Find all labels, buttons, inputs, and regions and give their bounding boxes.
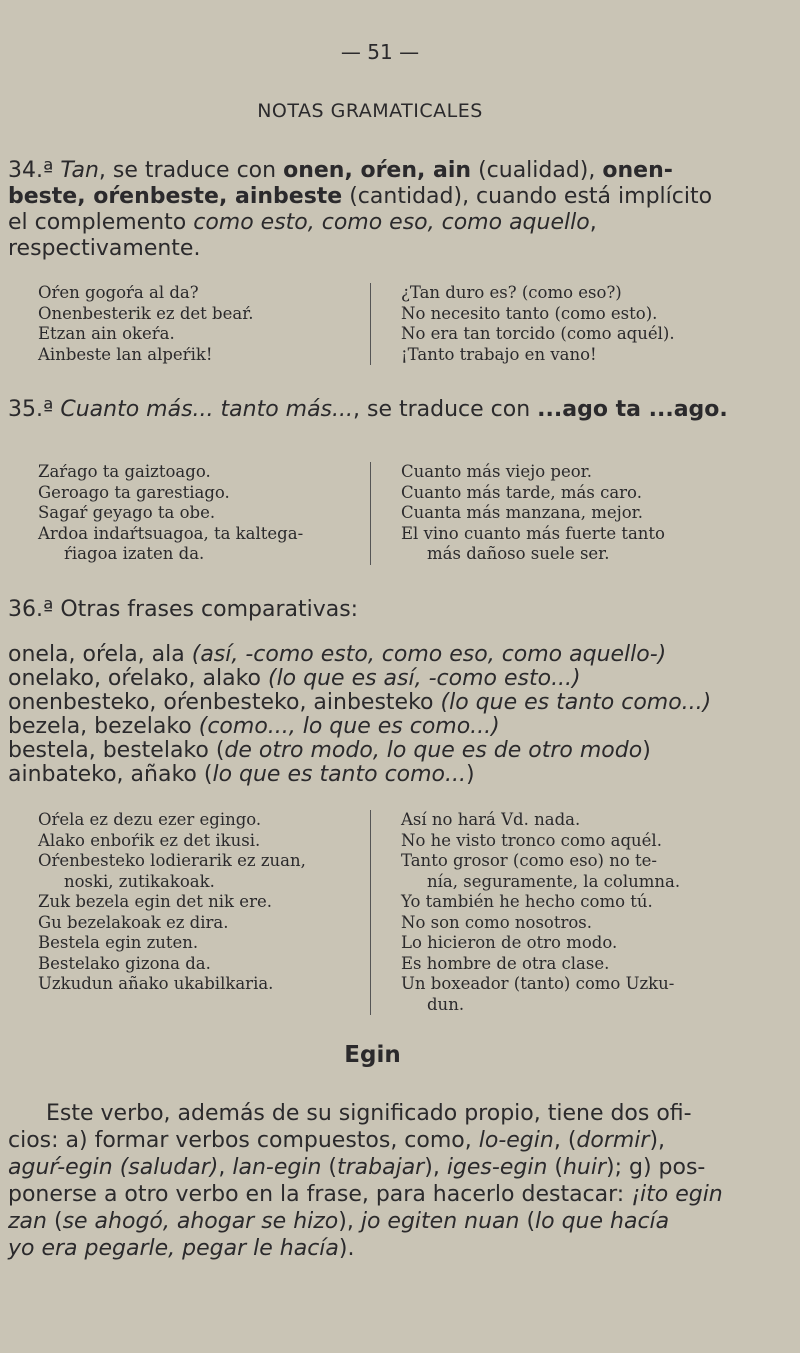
section-35-text: 35.ª Cuanto más... tanto más..., se traduce con ...ago ta ...ago. [8,397,728,422]
example-row [38,831,738,852]
spanish-translation: Cuanto más tarde, más caro. [401,482,642,502]
section-34-number: 34.ª [8,158,54,183]
example-row [38,524,738,545]
egin-paragraph-line: yo era pegarle, pegar le hacía). [8,1236,355,1261]
section-35-examples [38,462,738,565]
section-title-egin: Egin [344,1042,401,1068]
egin-paragraph-line: aguŕ-egin (saludar), lan-egin (trabajar), iges-egin (huir); g) pos- [8,1155,706,1180]
basque-example: Onenbesterik ez det beaŕ. [38,303,254,323]
example-row [38,503,738,524]
egin-paragraph-line: Este verbo, además de su significado propio, tiene dos ofi- [46,1101,692,1126]
egin-paragraph-line: zan (se ahogó, ahogar se hizo), jo egiten nuan (lo que hacía [8,1209,670,1234]
spanish-translation: dun. [427,994,465,1014]
spanish-translation: Tanto grosor (como eso) no te- [401,851,657,870]
comparative-line: bestela, bestelako (de otro modo, lo que es de otro modo) [8,738,651,763]
example-row [38,872,738,893]
running-header: NOTAS GRAMATICALES [257,100,483,122]
comparative-line: onelako, oŕelako, alako (lo que es así, -como esto...) [8,666,581,691]
example-row [38,462,738,483]
spanish-translation: Cuanto más viejo peor. [401,462,592,481]
spanish-translation: Así no hará Vd. nada. [401,810,581,829]
basque-example: ŕiagoa izaten da. [64,544,205,563]
basque-example: Ardoa indaŕtsuagoa, ta kaltega- [38,523,304,543]
example-row [38,933,738,954]
spanish-translation: Es hombre de otra clase. [401,953,610,973]
egin-paragraph-line: ponerse a otro verbo en la frase, para hacerlo destacar: ¡ito egin [8,1182,723,1207]
example-row [38,810,738,831]
example-row [38,913,738,934]
example-row [38,345,738,366]
section-36-intro: 36.ª Otras frases comparativas: [8,597,359,622]
example-row [38,974,738,995]
basque-example: Oŕela ez dezu ezer egingo. [38,810,262,829]
example-row [38,954,738,975]
section-35-number: 35.ª [8,397,54,422]
example-row [38,324,738,345]
example-row [38,851,738,872]
spanish-translation: ¡Tanto trabajo en vano! [401,344,597,364]
section-36-examples [38,810,738,1015]
spanish-translation: Yo también he hecho como tú. [401,892,653,911]
comparative-line: bezela, bezelako (como..., lo que es como...) [8,714,500,739]
basque-example: noski, zutikakoak. [64,871,215,891]
spanish-translation: No era tan torcido (como aquél). [401,324,675,343]
spanish-translation: Un boxeador (tanto) como Uzku- [401,974,675,993]
basque-example: Uzkudun añako ukabilkaria. [38,974,274,993]
basque-example: Oŕenbesteko lodierarik ez zuan, [38,851,306,870]
spanish-translation: ¿Tan duro es? (como eso?) [401,283,622,302]
basque-example: Sagaŕ geyago ta obe. [38,503,216,522]
spanish-translation: El vino cuanto más fuerte tanto [401,523,665,543]
basque-example: Geroago ta garestiago. [38,482,230,502]
spanish-translation: Cuanta más manzana, mejor. [401,503,643,522]
spanish-translation: nía, seguramente, la columna. [427,871,681,891]
basque-example: Gu bezelakoak ez dira. [38,912,229,932]
egin-paragraph-line: cios: a) formar verbos compuestos, como, lo-egin, (dormir), [8,1128,666,1153]
comparative-line: onela, oŕela, ala (así, -como esto, como eso, como aquello-) [8,642,667,667]
basque-example: Zuk bezela egin det nik ere. [38,892,272,911]
spanish-translation: Lo hicieron de otro modo. [401,933,618,952]
example-row [38,483,738,504]
basque-example [38,995,370,1016]
example-row [38,892,738,913]
spanish-translation: más dañoso suele ser. [427,544,610,563]
comparative-line: ainbateko, añako (lo que es tanto como...) [8,762,475,787]
example-row [38,995,738,1016]
spanish-translation: No necesito tanto (como esto). [401,303,658,323]
section-34-examples [38,283,738,365]
basque-example: Alako enboŕik ez det ikusi. [38,830,261,850]
example-row [38,283,738,304]
basque-example: Zaŕago ta gaiztoago. [38,462,211,481]
basque-example: Etzan ain okeŕa. [38,324,175,343]
spanish-translation: No he visto tronco como aquél. [401,830,662,850]
section-34-text: 34.ª Tan, se traduce con onen, oŕen, ain (cualidad), onen-beste, oŕenbeste, ainbeste (cantidad), cuando está implícito el complemento como esto, como eso, como aquello, respectivamente. [8,158,713,261]
basque-example: Ainbeste lan alpeŕik! [38,344,213,364]
basque-example: Oŕen gogoŕa al da? [38,283,199,302]
page-number: — 51 — [340,40,420,64]
example-row [38,544,738,565]
basque-example: Bestelako gizona da. [38,953,211,973]
comparative-line: onenbesteko, oŕenbesteko, ainbesteko (lo que es tanto como...) [8,690,712,715]
section-36-number: 36.ª [8,597,54,622]
example-row [38,304,738,325]
basque-example: Bestela egin zuten. [38,933,199,952]
spanish-translation: No son como nosotros. [401,912,593,932]
